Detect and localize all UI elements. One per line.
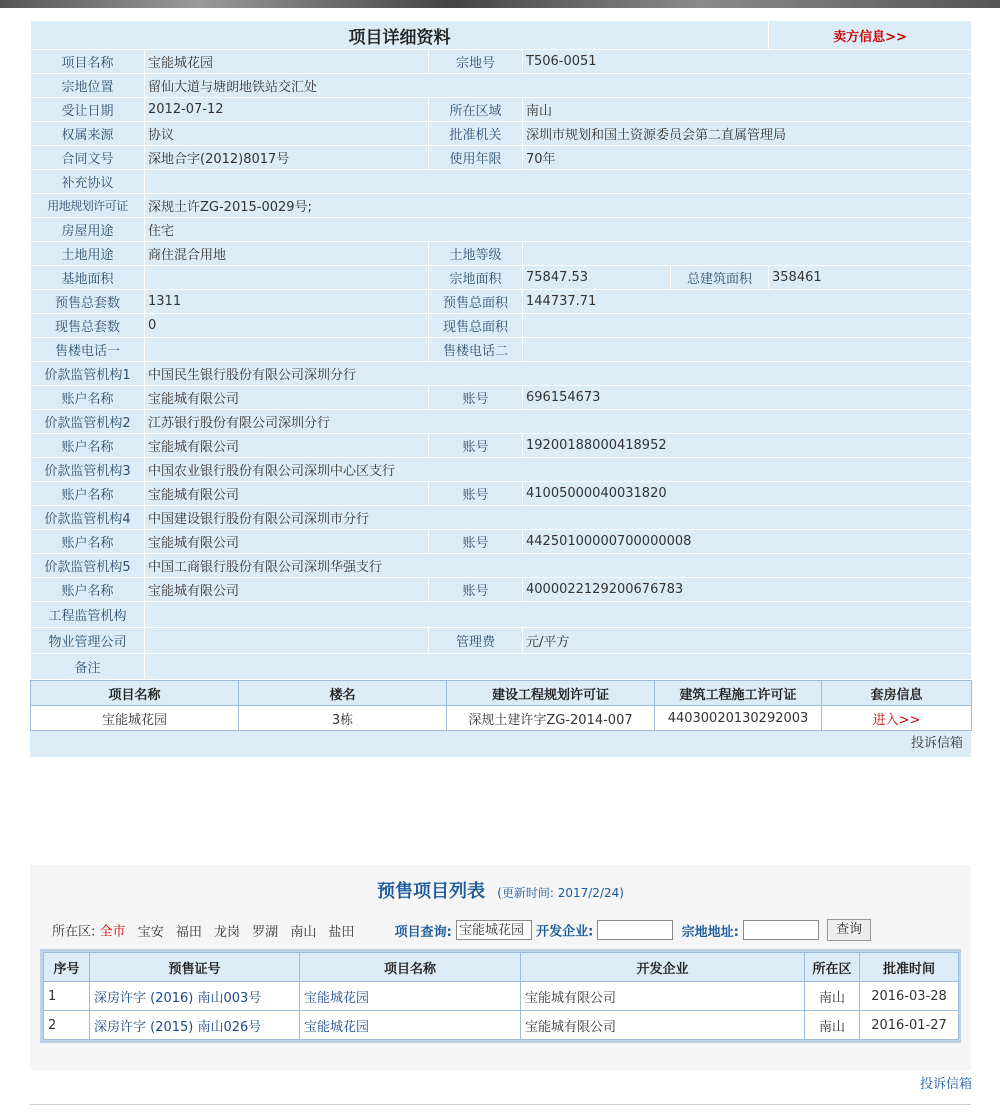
phone2-value [523, 338, 972, 362]
years-label: 使用年限 [429, 146, 523, 170]
address-input[interactable] [743, 920, 819, 940]
presale-cert-link[interactable]: 深房许字 (2016) 南山003号 [90, 982, 300, 1011]
house-use-value: 住宅 [145, 218, 972, 242]
presale-area-value: 144737.71 [523, 290, 972, 314]
project-name-label: 项目名称 [31, 50, 145, 74]
supervisor-5-label: 价款监管机构5 [31, 554, 145, 578]
col-header: 预售证号 [90, 953, 300, 982]
supervisor-2-label: 价款监管机构2 [31, 410, 145, 434]
col-header: 建设工程规划许可证 [447, 681, 655, 706]
supplement-value [145, 170, 972, 194]
supervisor-1-label: 价款监管机构1 [31, 362, 145, 386]
years-value: 70年 [523, 146, 972, 170]
phone1-value [145, 338, 429, 362]
authority-label: 批准机关 [429, 122, 523, 146]
account-name-value: 宝能城有限公司 [145, 578, 429, 602]
project-query-label: 项目查询: [394, 924, 452, 940]
presale-cert-link[interactable]: 深房许字 (2015) 南山026号 [90, 1011, 300, 1040]
contract-value: 深地合字(2012)8017号 [145, 146, 429, 170]
contract-label: 合同文号 [31, 146, 145, 170]
property-company-value [145, 628, 429, 654]
location-value: 留仙大道与塘朗地铁站交汇处 [145, 74, 972, 98]
page-title: 项目详细资料 [31, 21, 769, 50]
account-name-label: 账户名称 [31, 386, 145, 410]
developer-cell: 宝能城有限公司 [521, 982, 805, 1011]
district-link-nanshan[interactable]: 南山 [290, 924, 317, 940]
district-cell: 南山 [805, 1011, 860, 1040]
remarks-label: 备注 [31, 654, 145, 680]
spot-units-label: 现售总套数 [31, 314, 145, 338]
land-use-label: 土地用途 [31, 242, 145, 266]
update-time: (更新时间: 2017/2/24) [497, 886, 624, 900]
col-header: 项目名称 [31, 681, 239, 706]
district-link-longgang[interactable]: 龙岗 [214, 924, 241, 940]
district-link-all[interactable]: 全市 [99, 924, 126, 940]
seller-info-link[interactable]: 卖方信息>> [769, 21, 972, 50]
address-label: 宗地地址: [681, 924, 739, 940]
presale-table [43, 952, 959, 1040]
col-header: 项目名称 [300, 953, 521, 982]
supervisor-2-bank: 江苏银行股份有限公司深圳分行 [145, 410, 972, 434]
presale-title-bar [30, 877, 971, 903]
col-header: 序号 [44, 953, 90, 982]
district-link-baoan[interactable]: 宝安 [137, 924, 164, 940]
project-query-input[interactable]: 宝能城花园 [456, 920, 532, 940]
filter-bar [52, 919, 952, 945]
land-grade-value [523, 242, 972, 266]
approval-date-cell: 2016-01-27 [860, 1011, 959, 1040]
developer-label: 开发企业: [536, 924, 594, 940]
project-name-link[interactable]: 宝能城花园 [300, 982, 521, 1011]
district-label: 所在区域 [429, 98, 523, 122]
presale-units-value: 1311 [145, 290, 429, 314]
account-no-value: 41005000040031820 [523, 482, 972, 506]
approval-date-cell: 2016-03-28 [860, 982, 959, 1011]
land-grade-label: 土地等级 [429, 242, 523, 266]
authority-value: 深圳市规划和国土资源委员会第二直属管理局 [523, 122, 972, 146]
presale-list-panel [30, 865, 971, 1070]
top-banner-strip [0, 0, 1000, 8]
district-link-yantian[interactable]: 盐田 [328, 924, 355, 940]
account-name-label: 账户名称 [31, 578, 145, 602]
eng-supervisor-label: 工程监管机构 [31, 602, 145, 628]
account-no-value: 696154673 [523, 386, 972, 410]
land-permit-label: 用地规划许可证 [31, 194, 145, 218]
presale-table-frame [40, 949, 961, 1043]
account-no-value: 19200188000418952 [523, 434, 972, 458]
parcel-no-value: T506-0051 [523, 50, 972, 74]
build-area-label: 总建筑面积 [671, 266, 769, 290]
ownership-value: 协议 [145, 122, 429, 146]
row-no: 1 [44, 982, 90, 1011]
parcel-no-label: 宗地号 [429, 50, 523, 74]
col-header: 套房信息 [822, 681, 972, 706]
house-use-label: 房屋用途 [31, 218, 145, 242]
parcel-area-value: 75847.53 [523, 266, 671, 290]
building-name: 3栋 [239, 706, 447, 731]
account-no-value: 44250100000700000008 [523, 530, 972, 554]
project-detail-panel [30, 20, 971, 757]
table-row [44, 1011, 959, 1040]
account-name-value: 宝能城有限公司 [145, 482, 429, 506]
building-project: 宝能城花园 [31, 706, 239, 731]
spot-area-value [523, 314, 972, 338]
table-row [31, 706, 972, 731]
col-header: 所在区 [805, 953, 860, 982]
account-no-label: 账号 [429, 530, 523, 554]
account-name-label: 账户名称 [31, 530, 145, 554]
supervisor-3-bank: 中国农业银行股份有限公司深圳中心区支行 [145, 458, 972, 482]
row-no: 2 [44, 1011, 90, 1040]
project-name-value: 宝能城花园 [145, 50, 429, 74]
eng-supervisor-value [145, 602, 972, 628]
base-area-value [145, 266, 429, 290]
project-detail-table [30, 20, 972, 680]
plan-permit: 深规土建许字ZG-2014-007 [447, 706, 655, 731]
developer-cell: 宝能城有限公司 [521, 1011, 805, 1040]
district-link-luohu[interactable]: 罗湖 [252, 924, 279, 940]
ownership-label: 权属来源 [31, 122, 145, 146]
district-link-futian[interactable]: 福田 [175, 924, 202, 940]
transfer-date-label: 受让日期 [31, 98, 145, 122]
col-header: 楼名 [239, 681, 447, 706]
complaint-link[interactable]: 投诉信箱 [30, 731, 971, 757]
supervisor-3-label: 价款监管机构3 [31, 458, 145, 482]
account-name-value: 宝能城有限公司 [145, 434, 429, 458]
district-value: 南山 [523, 98, 972, 122]
account-name-label: 账户名称 [31, 434, 145, 458]
land-permit-value: 深规土许ZG-2015-0029号; [145, 194, 972, 218]
account-no-label: 账号 [429, 386, 523, 410]
supervisor-1-bank: 中国民生银行股份有限公司深圳分行 [145, 362, 972, 386]
spot-units-value: 0 [145, 314, 429, 338]
table-row [44, 982, 959, 1011]
complaint-link-bottom[interactable]: 投诉信箱 [919, 1077, 972, 1092]
supervisor-5-bank: 中国工商银行股份有限公司深圳华强支行 [145, 554, 972, 578]
remarks-value [145, 654, 972, 680]
account-name-value: 宝能城有限公司 [145, 386, 429, 410]
account-no-label: 账号 [429, 434, 523, 458]
supervisor-4-bank: 中国建设银行股份有限公司深圳市分行 [145, 506, 972, 530]
query-button[interactable]: 查询 [827, 919, 871, 941]
account-no-label: 账号 [429, 578, 523, 602]
property-company-label: 物业管理公司 [31, 628, 145, 654]
mgmt-fee-value: 元/平方 [523, 628, 972, 654]
transfer-date-value: 2012-07-12 [145, 98, 429, 122]
land-use-value: 商住混合用地 [145, 242, 429, 266]
supervisor-4-label: 价款监管机构4 [31, 506, 145, 530]
col-header: 建筑工程施工许可证 [655, 681, 822, 706]
presale-units-label: 预售总套数 [31, 290, 145, 314]
col-header: 开发企业 [521, 953, 805, 982]
col-header: 批准时间 [860, 953, 959, 982]
parcel-area-label: 宗地面积 [429, 266, 523, 290]
phone2-label: 售楼电话二 [429, 338, 523, 362]
presale-area-label: 预售总面积 [429, 290, 523, 314]
account-name-label: 账户名称 [31, 482, 145, 506]
build-area-value: 358461 [769, 266, 972, 290]
spot-area-label: 现售总面积 [429, 314, 523, 338]
units-enter-link[interactable]: 进入>> [822, 706, 972, 731]
buildings-table [30, 680, 972, 731]
phone1-label: 售楼电话一 [31, 338, 145, 362]
construction-permit: 44030020130292003 [655, 706, 822, 731]
developer-input[interactable] [597, 920, 673, 940]
presale-title: 预售项目列表 [377, 881, 486, 902]
footer-divider [30, 1104, 971, 1105]
location-label: 宗地位置 [31, 74, 145, 98]
account-no-value: 4000022129200676783 [523, 578, 972, 602]
district-cell: 南山 [805, 982, 860, 1011]
account-no-label: 账号 [429, 482, 523, 506]
mgmt-fee-label: 管理费 [429, 628, 523, 654]
project-name-link[interactable]: 宝能城花园 [300, 1011, 521, 1040]
district-filter-label: 所在区: [52, 924, 96, 940]
supplement-label: 补充协议 [31, 170, 145, 194]
account-name-value: 宝能城有限公司 [145, 530, 429, 554]
base-area-label: 基地面积 [31, 266, 145, 290]
